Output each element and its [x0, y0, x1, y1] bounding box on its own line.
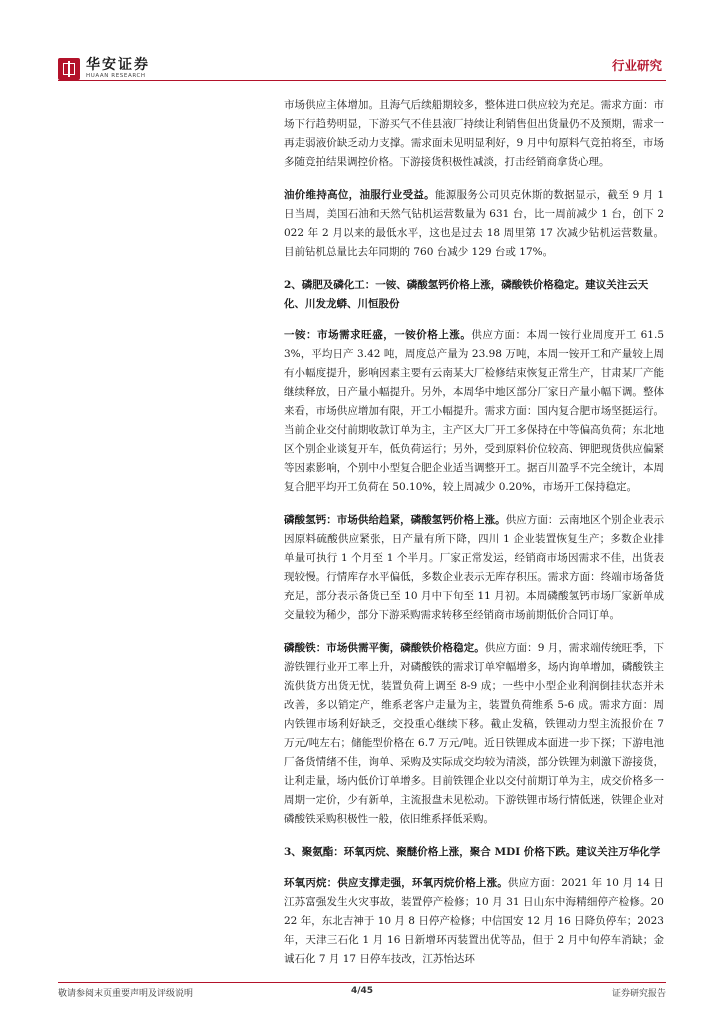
- footer-divider: [58, 982, 666, 983]
- logo-chinese-name: 华安证券: [86, 57, 150, 73]
- logo-seal-icon: [58, 58, 80, 80]
- paragraph-lead: 磷酸氢钙：市场供给趋紧，磷酸氢钙价格上涨。: [284, 514, 506, 526]
- page-number: 4/45: [350, 986, 374, 996]
- section-title-polyurethane: 3、聚氨酯：环氧丙烷、聚醚价格上涨，聚合 MDI 价格下跌。建议关注万华化学: [284, 846, 661, 858]
- section-title-phosphate: 2、磷肥及磷化工：一铵、磷酸氢钙价格上涨，磷酸铁价格稳定。建议关注云天化、川发龙蟒、川恒股份: [284, 279, 649, 310]
- paragraph-supply: 市场供应主体增加。且海气后续船期较多，整体进口供应较为充足。需求方面：市场下行趋势明显，下游买气不佳县液厂持续让利销售但出货量仍不及预期，需求一再走弱液价缺乏动力支撑。需求面未见明显利好，9 月中旬原料气竞拍将至，市场多随竞拍结果调控价格。下游接货积极性减淡，打击经销商拿货心理。: [284, 99, 664, 168]
- document-type: 行业研究: [611, 58, 662, 73]
- paragraph-iron-phosphate: 磷酸铁：市场供需平衡，磷酸铁价格稳定。供应方面：9 月，需求端传统旺季，下游铁锂行业开工率上升，对磷酸铁的需求订单窄幅增多，场内询单增加，磷酸铁主流供货方出货无忧，装置负荷上调至 8-9 成；一些中小型企业利润倒挂状态并未改善，多以销定产，维系老客户走量为主，装置负荷维系 5-6 成。需求方面：周内铁锂市场利好缺乏，交投重心继续下移。截止发稿，铁锂动力型主流报价在 7 万元/吨左右；储能型价格在 6.7 万元/吨。近日铁锂成本面进一步下探；下游电池厂备货情绪不佳，询单、采购及实际成交均较为清淡，部分铁锂为刺激下游接货，让利走量，场内低价订单增多。目前铁锂企业以交付前期订单为主，成交价格多一周期一定价，少有新单，主流报盘未见松动。下游铁锂市场行情低迷，铁锂企业对磷酸铁采购积极性一般，依旧维系择低采购。: [284, 642, 664, 825]
- paragraph-map: 一铵：市场需求旺盛，一铵价格上涨。供应方面：本周一铵行业周度开工 61.53%，平均日产 3.42 吨，周度总产量为 23.98 万吨，本周一铵开工和产量较上周有小幅度提升，影响因素主要有云南某大厂检修结束恢复正常生产，甘肃某厂产能继续释放，日产量小幅提升。另外，本周华中地区部分厂家日产量小幅下调。整体来看，市场供应增加有限，开工小幅提升。需求方面：国内复合肥市场坚挺运行。当前企业交付前期收款订单为主，主产区大厂开工多保持在中等偏高负荷；东北地区个别企业谈复开车，低负荷运行；另外，受到原料价位较高、钾肥现货供应偏紧等因素影响，个别中小型复合肥企业适当调整开工。据百川盈孚不完全统计，本周复合肥平均开工负荷在 50.10%，较上周减少 0.20%，市场开工保持稳定。: [284, 329, 665, 493]
- paragraph-lead: 磷酸铁：市场供需平衡，磷酸铁价格稳定。: [284, 642, 485, 654]
- paragraph-propylene-oxide: 环氧丙烷：供应支撑走强，环氧丙烷价格上涨。供应方面：2021 年 10 月 14 日江苏富强发生火灾事故，装置停产检修；10 月 31 日山东中海精细停产检修。2022 年，东北吉神于 10 月 8 日停产检修；中信国安 12 月 16 日降负停车；2023 年，天津三石化 1 月 16 日新增环丙装置出优等品，但于 2 月中旬停车消缺；金诚石化 7 月 17 日停车技改，江苏怡达环: [284, 877, 665, 965]
- paragraph-lead: 环氧丙烷：供应支撑走强，环氧丙烷价格上涨。: [284, 877, 508, 889]
- company-logo: [58, 58, 150, 80]
- header-divider: [58, 80, 666, 81]
- paragraph-dcp: 磷酸氢钙：市场供给趋紧，磷酸氢钙价格上涨。供应方面：云南地区个别企业表示因原料硫酸供应紧张，日产量有所下降，四川 1 企业装置恢复生产；多数企业排单量可执行 1 个月至 1 个半月。厂家正常发运，经销商市场因需求不佳，出货表现较慢。行情库存水平偏低，多数企业表示无库存积压。需求方面：终端市场备货充足，部分表示备货已至 10 月中下旬至 11 月初。本周磷酸氢钙市场厂家新单成交量较为稀少，部分下游采购需求转移至经销商市场前期低价合同订单。: [284, 514, 665, 621]
- footer-disclaimer: 敬请参阅末页重要声明及评级说明: [58, 989, 194, 999]
- page-header: [0, 0, 724, 90]
- report-body: [284, 96, 664, 983]
- paragraph-lead: 一铵：市场需求旺盛，一铵价格上涨。: [284, 329, 472, 341]
- footer-report-type: 证券研究报告: [611, 989, 666, 999]
- paragraph-lead: 油价维持高位，油服行业受益。: [284, 189, 435, 201]
- paragraph-oil-services: 油价维持高位，油服行业受益。能源服务公司贝克休斯的数据显示，截至 9 月 1 日当周，美国石油和天然气钻机运营数量为 631 台，比一周前减少 1 台，创下 2022 年 2 月以来的最低水平，这也是过去 18 周里第 17 次减少钻机运营数量。目前钻机总量比去年同期的 760 台减少 129 台或 17%。: [284, 189, 664, 258]
- page-footer: [58, 986, 666, 1002]
- logo-english-name: HUAAN RESEARCH: [86, 73, 146, 79]
